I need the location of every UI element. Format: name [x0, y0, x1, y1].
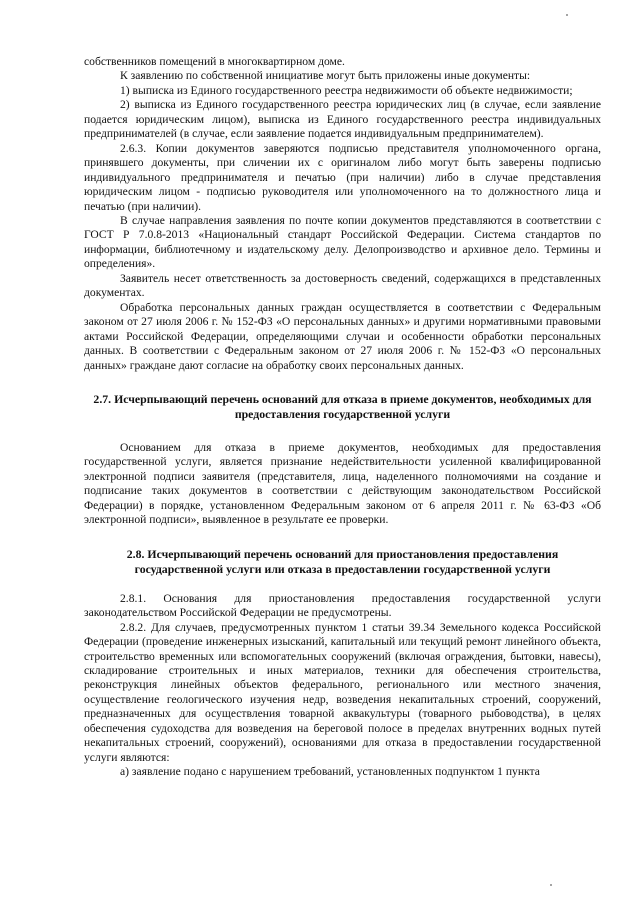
spacer: [84, 422, 601, 441]
spacer: [84, 373, 601, 392]
paragraph-responsibility: Заявитель несет ответственность за достоверность сведений, содержащихся в представленных документах.: [84, 271, 601, 300]
paragraph-item-a: а) заявление подано с нарушением требований, установленных подпунктом 1 пункта: [120, 765, 540, 779]
paragraph-2-8-1: 2.8.1. Основания для приостановления предоставления государственной услуги законодательством Российской Федерации не предусмотрены.: [84, 591, 601, 620]
list-item-1: 1) выписка из Единого государственного реестра недвижимости об объекте недвижимости;: [120, 83, 573, 97]
spacer: [84, 577, 601, 592]
spacer: [84, 528, 601, 547]
paragraph-refusal-basis: Основанием для отказа в приеме документов, необходимых для предоставления государственной услуги, является признание недействительности усиленной квалифицированной электронной подписи заявителя (представителя, лица, наделенного полномочиями на создание и подписание таких документов в соответствии с действующим законодательством Российской Федерации) в порядке, установленном Федеральным законом от 6 апреля 2011 г. № 63-ФЗ «Об электронной подписи», выявленное в результате ее проверки.: [84, 440, 601, 527]
paragraph-2-6-3: 2.6.3. Копии документов заверяются подписью представителя уполномоченного органа, принявшего документы, при сличении их с оригиналом либо могут быть заверены подписью индивидуального предпринимателя и печатью (при наличии) либо в случае представления юридическим лицом - подписью руководителя или уполномоченного на то должностного лица и печатью (при наличии).: [84, 141, 601, 213]
paragraph-personal-data: Обработка персональных данных граждан осуществляется в соответствии с Федеральным законом от 27 июля 2006 г. № 152-ФЗ «О персональных данных» и другими нормативными правовыми актами Российской Федерации, определяющими случаи и особенности обработки персональных данных. В соответствии с Федеральным законом от 27 июля 2006 г. № 152-ФЗ «О персональных данных» граждане дают согласие на обработку своих персональных данных.: [84, 300, 601, 372]
scan-speck: [550, 884, 552, 886]
paragraph-optional-docs: К заявлению по собственной инициативе могут быть приложены иные документы:: [120, 69, 531, 83]
heading-2-7: 2.7. Исчерпывающий перечень оснований для отказа в приеме документов, необходимых для предоставления государственной услуги: [93, 391, 592, 421]
list-item-2: 2) выписка из Единого государственного реестра юридических лиц (в случае, если заявление подается юридическим лицом), выписка из Единого государственного реестра индивидуальных предпринимателей (в случае, если заявление подается индивидуальным предпринимателем).: [84, 98, 601, 141]
paragraph-2-8-2: 2.8.2. Для случаев, предусмотренных пунктом 1 статьи 39.34 Земельного кодекса Российской Федерации (проведение инженерных изысканий, капитальный или текущий ремонт линейного объекта, строительство временных или вспомогательных сооружений (включая ограждения, бытовки, навесы), складирование строительных и иных материалов, техники для обеспечения строительства, реконструкция линейных объектов федерального, регионального или местного значения, осуществление геологического изучения недр, возведения некапитальных строений, сооружений, предназначенных для осуществления товарной аквакультуры (товарного рыбоводства), в целях обеспечения судоходства для возведения на береговой полосе в пределах внутренних водных путей некапитальных строений, сооружений), основаниями для отказа в предоставлении государственной услуги являются:: [84, 620, 601, 764]
document-body: [84, 55, 601, 780]
paragraph-owners: собственников помещений в многоквартирном доме.: [84, 55, 345, 68]
paragraph-mail: В случае направления заявления по почте копии документов представляются в соответствии с ГОСТ Р 7.0.8-2013 «Национальный стандарт Российской Федерации. Система стандартов по информации, библиотечному и издательскому делу. Делопроизводство и архивное дело. Термины и определения».: [84, 213, 601, 271]
scan-speck: [566, 14, 568, 16]
heading-2-8: 2.8. Исчерпывающий перечень оснований для приостановления предоставления государственной услуги или отказа в предоставлении государственной услуги: [126, 546, 559, 576]
